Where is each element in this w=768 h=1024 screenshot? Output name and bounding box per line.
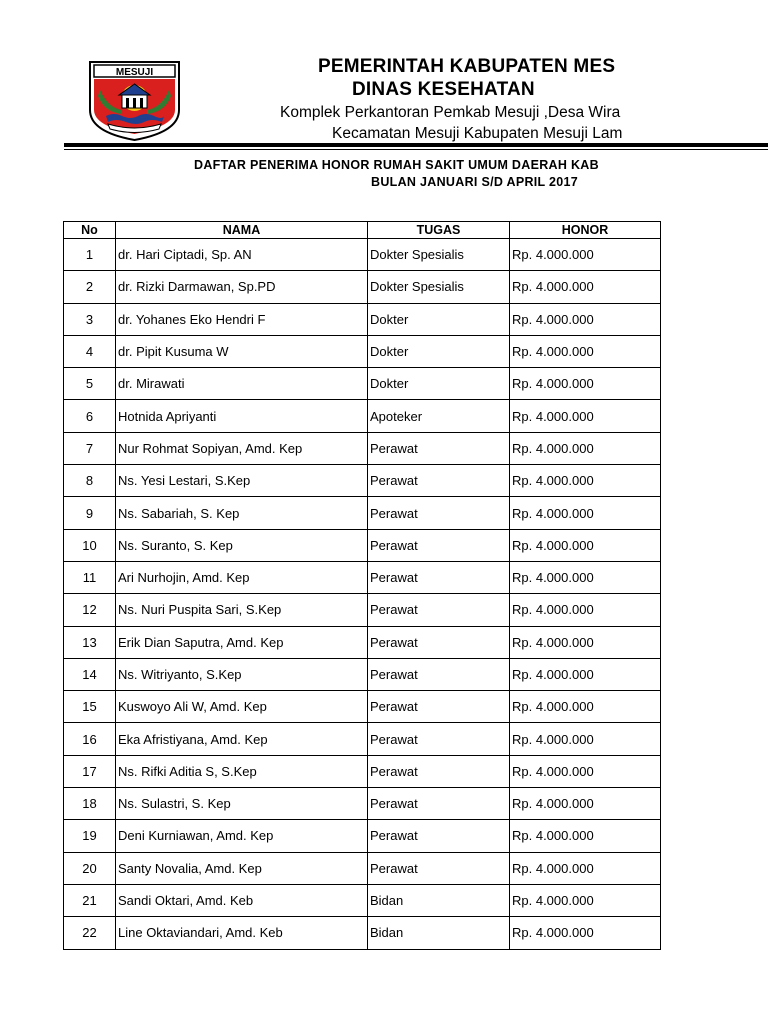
cell-no: 13 <box>64 626 116 658</box>
document-period: BULAN JANUARI S/D APRIL 2017 <box>371 175 579 189</box>
cell-nama: Hotnida Apriyanti <box>116 400 368 432</box>
cell-no: 12 <box>64 594 116 626</box>
cell-no: 20 <box>64 852 116 884</box>
cell-nama: Deni Kurniawan, Amd. Kep <box>116 820 368 852</box>
cell-nama: Ari Nurhojin, Amd. Kep <box>116 561 368 593</box>
cell-nama: Ns. Nuri Puspita Sari, S.Kep <box>116 594 368 626</box>
cell-no: 17 <box>64 755 116 787</box>
cell-tugas: Perawat <box>368 723 510 755</box>
cell-tugas: Dokter Spesialis <box>368 271 510 303</box>
cell-tugas: Dokter <box>368 335 510 367</box>
cell-nama: Ns. Witriyanto, S.Kep <box>116 658 368 690</box>
honor-recipients-table <box>63 221 661 950</box>
cell-nama: Nur Rohmat Sopiyan, Amd. Kep <box>116 432 368 464</box>
cell-no: 22 <box>64 917 116 949</box>
cell-honor: Rp. 4.000.000 <box>510 884 661 916</box>
cell-nama: Eka Afristiyana, Amd. Kep <box>116 723 368 755</box>
cell-honor: Rp. 4.000.000 <box>510 465 661 497</box>
cell-tugas: Perawat <box>368 820 510 852</box>
cell-no: 9 <box>64 497 116 529</box>
table-row <box>64 755 661 787</box>
table-row <box>64 271 661 303</box>
cell-no: 10 <box>64 529 116 561</box>
table-row <box>64 335 661 367</box>
cell-nama: dr. Yohanes Eko Hendri F <box>116 303 368 335</box>
cell-tugas: Perawat <box>368 658 510 690</box>
cell-honor: Rp. 4.000.000 <box>510 561 661 593</box>
cell-tugas: Bidan <box>368 917 510 949</box>
agency-name: DINAS KESEHATAN <box>352 79 535 100</box>
cell-honor: Rp. 4.000.000 <box>510 755 661 787</box>
column-header-honor: HONOR <box>510 222 661 239</box>
cell-no: 4 <box>64 335 116 367</box>
letterhead-divider-thin <box>64 149 768 150</box>
mesuji-logo <box>86 60 183 142</box>
cell-tugas: Perawat <box>368 755 510 787</box>
svg-text:MESUJI: MESUJI <box>115 67 154 78</box>
table-row <box>64 691 661 723</box>
cell-honor: Rp. 4.000.000 <box>510 852 661 884</box>
cell-honor: Rp. 4.000.000 <box>510 820 661 852</box>
table-row <box>64 529 661 561</box>
table-row <box>64 400 661 432</box>
cell-tugas: Perawat <box>368 561 510 593</box>
cell-no: 16 <box>64 723 116 755</box>
table-row <box>64 239 661 271</box>
cell-tugas: Perawat <box>368 529 510 561</box>
cell-honor: Rp. 4.000.000 <box>510 335 661 367</box>
cell-tugas: Perawat <box>368 432 510 464</box>
cell-no: 18 <box>64 788 116 820</box>
table-row <box>64 368 661 400</box>
cell-honor: Rp. 4.000.000 <box>510 271 661 303</box>
table-row <box>64 884 661 916</box>
cell-honor: Rp. 4.000.000 <box>510 368 661 400</box>
table-row <box>64 594 661 626</box>
cell-no: 15 <box>64 691 116 723</box>
cell-tugas: Apoteker <box>368 400 510 432</box>
column-header-no: No <box>64 222 116 239</box>
cell-tugas: Perawat <box>368 788 510 820</box>
cell-honor: Rp. 4.000.000 <box>510 529 661 561</box>
cell-nama: Kuswoyo Ali W, Amd. Kep <box>116 691 368 723</box>
cell-honor: Rp. 4.000.000 <box>510 691 661 723</box>
cell-no: 21 <box>64 884 116 916</box>
cell-nama: Ns. Sabariah, S. Kep <box>116 497 368 529</box>
table-row <box>64 820 661 852</box>
cell-honor: Rp. 4.000.000 <box>510 658 661 690</box>
table-row <box>64 658 661 690</box>
cell-nama: Ns. Rifki Aditia S, S.Kep <box>116 755 368 787</box>
cell-no: 8 <box>64 465 116 497</box>
cell-honor: Rp. 4.000.000 <box>510 626 661 658</box>
table-row <box>64 852 661 884</box>
cell-honor: Rp. 4.000.000 <box>510 303 661 335</box>
cell-honor: Rp. 4.000.000 <box>510 594 661 626</box>
table-row <box>64 626 661 658</box>
table-row <box>64 723 661 755</box>
cell-tugas: Bidan <box>368 884 510 916</box>
cell-no: 5 <box>64 368 116 400</box>
cell-nama: dr. Rizki Darmawan, Sp.PD <box>116 271 368 303</box>
cell-nama: dr. Mirawati <box>116 368 368 400</box>
cell-no: 14 <box>64 658 116 690</box>
cell-tugas: Dokter Spesialis <box>368 239 510 271</box>
table-row <box>64 303 661 335</box>
table-row <box>64 788 661 820</box>
cell-no: 11 <box>64 561 116 593</box>
cell-honor: Rp. 4.000.000 <box>510 400 661 432</box>
cell-honor: Rp. 4.000.000 <box>510 917 661 949</box>
cell-no: 2 <box>64 271 116 303</box>
cell-nama: Santy Novalia, Amd. Kep <box>116 852 368 884</box>
cell-tugas: Perawat <box>368 691 510 723</box>
cell-nama: Ns. Sulastri, S. Kep <box>116 788 368 820</box>
government-name: PEMERINTAH KABUPATEN MES <box>318 56 616 77</box>
cell-no: 19 <box>64 820 116 852</box>
table-row <box>64 497 661 529</box>
cell-tugas: Dokter <box>368 368 510 400</box>
cell-no: 7 <box>64 432 116 464</box>
letterhead-divider-thick <box>64 143 768 147</box>
cell-honor: Rp. 4.000.000 <box>510 723 661 755</box>
cell-nama: dr. Pipit Kusuma W <box>116 335 368 367</box>
address-line-1: Komplek Perkantoran Pemkab Mesuji ,Desa Wira <box>280 104 621 121</box>
cell-nama: Ns. Suranto, S. Kep <box>116 529 368 561</box>
regency-emblem-icon <box>86 60 183 142</box>
table-row <box>64 917 661 949</box>
cell-nama: Sandi Oktari, Amd. Keb <box>116 884 368 916</box>
cell-honor: Rp. 4.000.000 <box>510 497 661 529</box>
cell-honor: Rp. 4.000.000 <box>510 788 661 820</box>
table-row <box>64 561 661 593</box>
cell-tugas: Perawat <box>368 497 510 529</box>
cell-tugas: Perawat <box>368 465 510 497</box>
address-line-2: Kecamatan Mesuji Kabupaten Mesuji Lam <box>332 125 623 142</box>
cell-no: 3 <box>64 303 116 335</box>
cell-tugas: Perawat <box>368 594 510 626</box>
cell-honor: Rp. 4.000.000 <box>510 239 661 271</box>
cell-honor: Rp. 4.000.000 <box>510 432 661 464</box>
cell-tugas: Dokter <box>368 303 510 335</box>
table-row <box>64 432 661 464</box>
cell-nama: Line Oktaviandari, Amd. Keb <box>116 917 368 949</box>
cell-tugas: Perawat <box>368 626 510 658</box>
cell-nama: Ns. Yesi Lestari, S.Kep <box>116 465 368 497</box>
table-header-row <box>64 222 661 239</box>
cell-tugas: Perawat <box>368 852 510 884</box>
cell-nama: dr. Hari Ciptadi, Sp. AN <box>116 239 368 271</box>
cell-nama: Erik Dian Saputra, Amd. Kep <box>116 626 368 658</box>
document-title: DAFTAR PENERIMA HONOR RUMAH SAKIT UMUM DAERAH KAB <box>194 158 599 172</box>
cell-no: 6 <box>64 400 116 432</box>
table-row <box>64 465 661 497</box>
cell-no: 1 <box>64 239 116 271</box>
column-header-nama: NAMA <box>116 222 368 239</box>
table-body <box>64 239 661 950</box>
column-header-tugas: TUGAS <box>368 222 510 239</box>
